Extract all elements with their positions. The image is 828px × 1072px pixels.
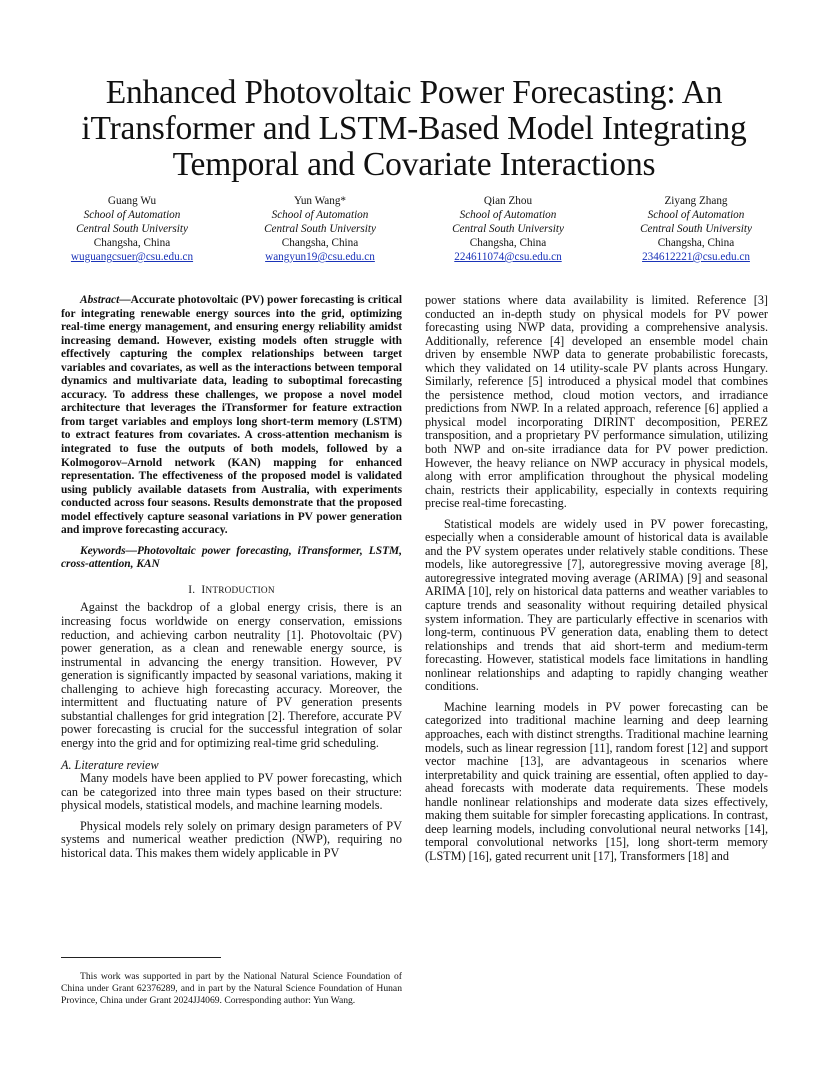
subsection-heading-literature-review: A. Literature review <box>61 757 159 772</box>
author-city: Changsha, China <box>93 237 171 249</box>
author-email-link[interactable]: wuguangcsuer@csu.edu.cn <box>70 251 194 263</box>
author-city: Changsha, China <box>657 237 735 249</box>
author-city: Changsha, China <box>281 237 359 249</box>
author-email-link[interactable]: 224611074@csu.edu.cn <box>454 251 562 263</box>
keywords-label: Keywords <box>80 544 126 557</box>
right-paragraph-3: Machine learning models in PV power forecasting can be categorized into traditional machine learning and deep learning approaches, each with distinct strengths. Traditional machine learning models, such as linear regression [11], random forest [12] and support vector machine [13], are advantageous in scenarios where interpretability and quick training are essential, often applied to day-ahead forecasts with moderate data requirements. These models handle nonlinear relationships and moderate data sizes effectively, making them suitable for simpler forecasting applications. In contrast, deep learning models, including convolutional neural networks [14], temporal convolutional networks [15], long short-term memory (LSTM) [16], gated recurrent unit [17], Transformers [18] and <box>425 699 768 863</box>
author-name: Qian Zhou <box>483 195 533 207</box>
author-city: Changsha, China <box>469 237 547 249</box>
author-4 <box>602 194 790 264</box>
section-numeral: I. <box>188 583 196 596</box>
author-department: School of Automation <box>459 209 557 221</box>
author-1 <box>38 194 226 264</box>
author-block <box>38 194 790 264</box>
title-line-3: Temporal and Covariate Interactions <box>172 146 656 183</box>
abstract <box>61 294 402 538</box>
keywords-text: Photovoltaic power forecasting, iTransformer, LSTM, cross-attention, KAN <box>61 544 402 571</box>
author-university: Central South University <box>76 223 188 235</box>
intro-paragraph-1: Against the backdrop of a global energy crisis, there is an increasing focus worldwide on energy conservation, emissions reduction, and achieving carbon neutrality [1]. Photovoltaic (PV) power generation, as a clean and renewable energy source, is instrumental in advancing the energy transition. However, PV generation is significantly impacted by seasonal variations, making it challenging to achieve high forecasting accuracy. Moreover, the intermittent and fluctuating nature of PV generation presents substantial challenges for grid integration [2]. Therefore, accurate PV power forecasting is crucial for the successful integration of solar energy into the grid and for optimizing real-time grid scheduling. <box>61 600 402 750</box>
author-university: Central South University <box>640 223 752 235</box>
author-name: Ziyang Zhang <box>664 195 728 207</box>
author-name: Guang Wu <box>107 195 157 207</box>
right-paragraph-2: Statistical models are widely used in PV power forecasting, especially when a considerable amount of historical data is available and the PV system operates under relatively stable conditions. These models, like autoregressive [7], autoregressive moving average [8], autoregressive integrated moving average (ARIMA) [9] and seasonal ARIMA [10], rely on historical data patterns and weather variables to capture trends and seasonality without requiring detailed physical system information. They are particularly effective in scenarios with long-term, continuous PV generation data, enabling them to detect relationships and trends that aid short-term and medium-term forecasting. However, statistical models face limitations in handling nonlinear relationships and adapting to rapidly changing weather conditions. <box>425 516 768 694</box>
abstract-text: Accurate photovoltaic (PV) power forecasting is critical for integrating renewable energy sources into the grid, optimizing real-time energy management, and ensuring energy reliability amidst increasing demand. However, existing models often struggle with effectively capturing the complex relationships between target variables and covariates, as well as the interactions between temporal dynamics and multivariate data, leading to suboptimal forecasting accuracy. To address these challenges, we propose a novel model architecture that leverages the iTransformer for feature extraction from target variables and employs long short-term memory (LSTM) to extract features from covariates. A cross-attention mechanism is integrated to fuse the outputs of both models, followed by a Kolmogorov–Arnold network (KAN) mapping for enhanced representation. The effectiveness of the proposed model is validated using publicly available datasets from Australia, with experiments conducted across four seasons. Results demonstrate that the proposed model effectively capture seasonal variations in PV power generation and improve forecasting accuracy. <box>61 294 402 537</box>
right-paragraph-1: power stations where data availability is limited. Reference [3] conducted an in-depth study on physical models for PV power forecasting using NWP data, providing a comprehensive analysis. Additionally, reference [4] developed an ensemble model chain driven by ensemble NWP data to generate probabilistic forecasts, which they validated on 14 utility-scale PV plants across Hungary. Similarly, reference [5] introduced a physical model that combines the persistence method, cloud motion vectors, and irradiance predictions from NWP. In a related approach, reference [6] applied a physical model incorporating DIRINT decomposition, PEREZ transposition, and a proprietary PV performance simulation, utilizing both NWP and on-site irradiance data for PV power prediction. However, the heavy reliance on NWP accuracy in physical models, along with error amplification throughout the physical modeling chain, restricts their applicability, especially in contexts requiring precise real-time forecasting. <box>425 293 768 511</box>
author-department: School of Automation <box>271 209 369 221</box>
section-title-first-letter: I <box>201 583 206 596</box>
title-line-1: Enhanced Photovoltaic Power Forecasting: An <box>105 74 723 111</box>
section-title-rest: NTRODUCTION <box>205 585 275 596</box>
author-email-link[interactable]: wangyun19@csu.edu.cn <box>265 251 375 263</box>
keywords-dash: — <box>125 544 137 557</box>
paper-title <box>60 75 768 183</box>
author-email-link[interactable]: 234612221@csu.edu.cn <box>642 251 750 263</box>
section-heading-introduction <box>61 584 402 599</box>
author-2 <box>226 194 414 264</box>
left-column <box>61 294 402 860</box>
footnote-funding: This work was supported in part by the National Natural Science Foundation of China under Grant 62376289, and in part by the Natural Science Foundation of Hunan Province, China under Grant 2024JJ4069. Corresponding author: Yun Wang. <box>61 970 402 1006</box>
abstract-label: Abstract <box>80 294 120 306</box>
literature-paragraph-1: Many models have been applied to PV power forecasting, which can be categorized into three main types based on their structure: physical models, statistical models, and machine learning models. <box>61 771 402 813</box>
author-university: Central South University <box>264 223 376 235</box>
author-department: School of Automation <box>647 209 745 221</box>
abstract-dash: — <box>119 294 131 306</box>
literature-paragraph-2: Physical models rely solely on primary design parameters of PV systems and numerical weather prediction (NWP), requiring no historical data. This makes them widely applicable in PV <box>61 818 402 860</box>
keywords <box>61 545 402 572</box>
author-3 <box>414 194 602 264</box>
title-line-2: iTransformer and LSTM-Based Model Integrating <box>81 110 747 147</box>
footnote-divider <box>61 957 221 958</box>
author-university: Central South University <box>452 223 564 235</box>
right-column <box>425 294 768 863</box>
author-department: School of Automation <box>83 209 181 221</box>
author-name: Yun Wang* <box>293 195 347 207</box>
